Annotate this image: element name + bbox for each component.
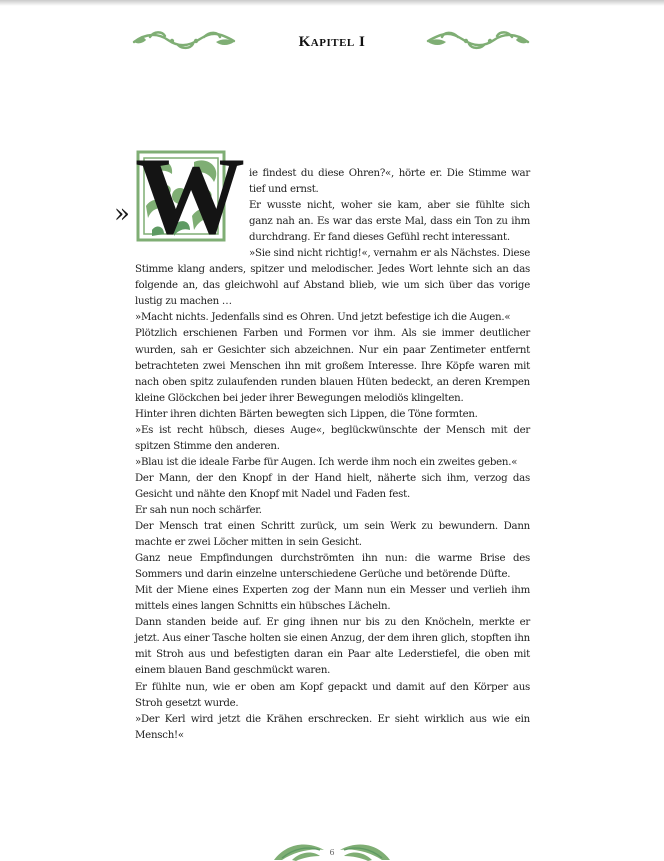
chapter-title: Kapitel I xyxy=(298,34,366,50)
vine-ornament-right-icon xyxy=(426,30,530,50)
paragraph: Er sah nun noch schärfer. xyxy=(135,504,262,516)
paragraph: Mit der Miene eines Experten zog der Mann nun ein Messer und verlieh ihm mittels eines langen Schnitts ein hübsches Lächeln. xyxy=(135,585,530,613)
paragraph: Er wusste nicht, woher sie kam, aber sie fühlte sich ganz nah an. Es war das erste Mal, dass ein Ton zu ihm durchdrang. Er fand dieses Gefühl recht interessant. xyxy=(249,200,530,244)
paragraph: »Es ist recht hübsch, dieses Auge«, beglückwünschte der Mensch mit der spitzen Stimme den anderen. xyxy=(135,424,530,452)
chapter-text xyxy=(135,166,530,744)
paragraph: ie findest du diese Ohren?«, hörte er. Die Stimme war tief und ernst. xyxy=(249,168,530,196)
opening-quote-mark: » xyxy=(114,199,130,229)
paragraph: Er fühlte nun, wie er oben am Kopf gepackt und damit auf den Körper aus Stroh gesetzt wurde. xyxy=(135,681,530,709)
paragraph: Ganz neue Empfindungen durchströmten ihn nun: die warme Brise des Sommers und darin einzelne unterschiedene Gerüche und betörende Düfte. xyxy=(135,553,530,581)
page-footer xyxy=(272,838,392,861)
paragraph: Der Mann, der den Knopf in der Hand hielt, näherte sich ihm, verzog das Gesicht und nähte den Knopf mit Nadel und Faden fest. xyxy=(135,472,530,500)
paragraph: »Blau ist die ideale Farbe für Augen. Ich werde ihm noch ein zweites geben.« xyxy=(135,456,518,468)
page-number: 6 xyxy=(329,848,335,857)
paragraph: »Sie sind nicht richtig!«, vernahm er als Nächstes. Diese Stimme klang anders, spitzer und melodischer. Jedes Wort lehnte sich an das folgende an, das gleichwohl auf Abstand blieb, wie um sich über das vorige lustig zu machen … xyxy=(135,248,530,308)
page-top-shadow xyxy=(0,0,664,6)
paragraph: Dann standen beide auf. Er ging ihnen nur bis zu den Knöcheln, merkte er jetzt. Aus einer Tasche holten sie einen Anzug, der dem ihren glich, stopften ihn mit Stroh aus und befestigten daran ein Paar alte Lederstiefel, die oben mit einem blauen Band geschmückt waren. xyxy=(135,617,530,677)
drop-cap-letter: W xyxy=(135,135,245,257)
paragraph: »Macht nichts. Jedenfalls sind es Ohren. Und jetzt befestige ich die Augen.« xyxy=(135,312,511,324)
paragraph: Plötzlich erschienen Farben und Formen vor ihm. Als sie immer deutlicher wurden, sah er Gesichter sich abzeichnen. Nur ein paar Zentimeter entfernt betrachteten zwei Menschen ihn mit großem Interesse. Ihre Köpfe waren mit nach oben spitz zulaufenden runden blauen Hüten bedeckt, an deren Krempen kleine Glöckchen bei jeder ihrer Bewegungen melodiös klingelten. xyxy=(135,328,530,404)
chapter-header xyxy=(0,28,664,56)
paragraph: »Der Kerl wird jetzt die Krähen erschrecken. Er sieht wirklich aus wie ein Mensch!« xyxy=(135,713,530,741)
paragraph: Der Mensch trat einen Schritt zurück, um sein Werk zu bewundern. Dann machte er zwei Löcher mitten in sein Gesicht. xyxy=(135,521,530,549)
paragraph: Hinter ihren dichten Bärten bewegten sich Lippen, die Töne formten. xyxy=(135,408,478,420)
